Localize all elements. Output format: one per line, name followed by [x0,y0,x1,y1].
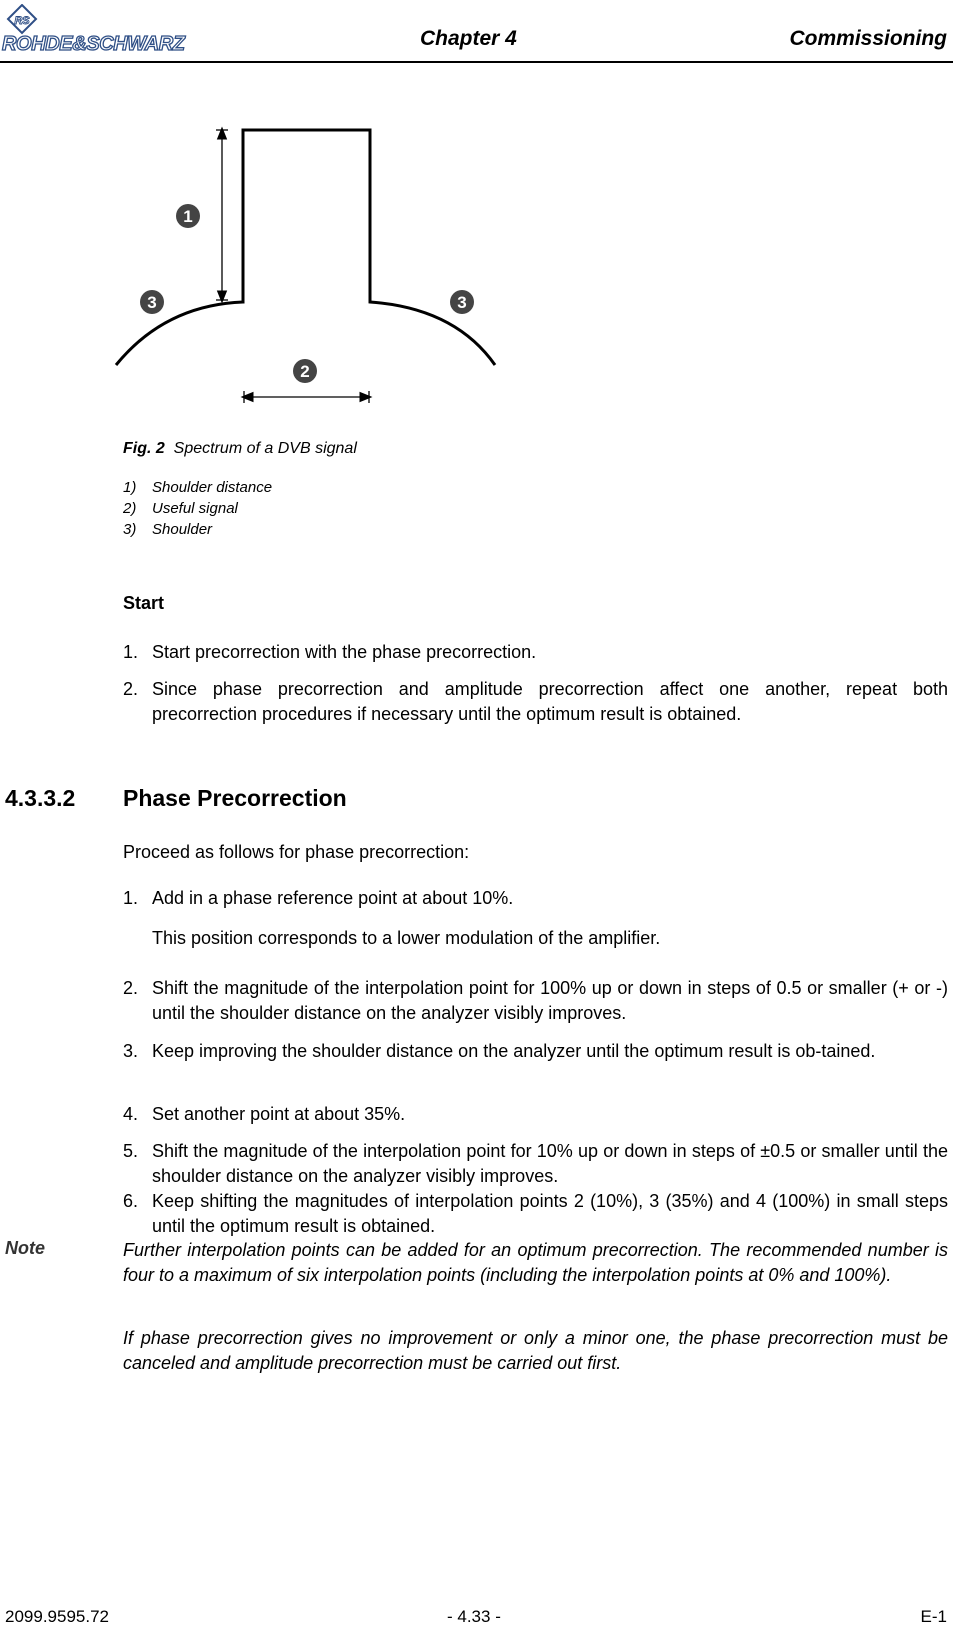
marker-2 [293,359,317,383]
footer-edition: E-1 [920,1607,947,1626]
legend-text: Useful signal [152,500,238,517]
step-subtext: This position corresponds to a lower modulation of the amplifier. [152,928,661,948]
footer-doc-number: 2099.9595.72 [5,1607,109,1626]
step-text: Since phase precorrection and amplitude precorrection affect one another, repeat both precorrection procedures if necessary until the optimum result is obtained. [152,679,948,724]
procedure-step [123,1039,948,1064]
procedure-step [123,976,948,1026]
step-text: Shift the magnitude of the interpolation point for 10% up or down in steps of ±0.5 or smaller until the shoulder distance on the analyzer visibly improves. [152,1141,948,1186]
note-paragraph: Further interpolation points can be added for an optimum precorrection. The recommended number is four to a maximum of six interpolation points (including the interpolation points at 0% and 100%). [123,1240,948,1285]
marker-1 [176,204,200,228]
procedure-step [123,1189,948,1239]
header-divider [0,61,953,63]
step-number: 1. [123,888,139,908]
legend-text: Shoulder [152,521,213,538]
shoulder-distance-arrow [216,130,228,300]
procedure-step [123,886,948,911]
step-text: Set another point at about 35%. [152,1104,406,1124]
marker-3-right [450,290,474,314]
figure-caption-text: Spectrum of a DVB signal [173,440,357,457]
legend-item [123,521,212,538]
start-step [123,640,948,665]
header-chapter: Chapter 4 [420,27,517,50]
legend-num: 3) [123,521,137,538]
legend-item [123,479,272,496]
step-text: Keep shifting the magnitudes of interpolation points 2 (10%), 3 (35%) and 4 (100%) in small steps until the optimum result is obtained. [152,1191,948,1236]
section-title: Phase Precorrection [123,785,347,811]
procedure-step [123,1102,948,1127]
header-section: Commissioning [789,27,947,50]
marker-3-right-label: 3 [457,293,467,312]
step-number: 3. [123,1041,139,1061]
marker-1-label: 1 [183,207,193,226]
rs-diamond-icon [2,4,42,36]
step-number: 1. [123,642,139,662]
logo-wordmark: ROHDE&SCHWARZ [2,33,185,55]
rohde-schwarz-logo [2,4,227,55]
procedure-step [123,1139,948,1189]
section-number: 4.3.3.2 [5,785,76,811]
step-number: 2. [123,679,139,699]
step-text: Start precorrection with the phase precorrection. [152,642,537,662]
footer-page-number: - 4.33 - [447,1607,501,1626]
legend-num: 1) [123,479,137,496]
section-intro: Proceed as follows for phase precorrection: [123,842,470,862]
start-step [123,677,948,727]
useful-signal-arrow [244,391,369,403]
note-paragraph: If phase precorrection gives no improvement or only a minor one, the phase precorrection must be canceled and amplitude precorrection must be carried out first. [123,1328,948,1373]
step-text: Keep improving the shoulder distance on the analyzer until the optimum result is ob-tained. [152,1041,876,1061]
start-heading: Start [123,593,165,613]
marker-2-label: 2 [300,362,310,381]
step-number: 6. [123,1191,139,1211]
dvb-spectrum-figure [110,120,530,430]
legend-item [123,500,238,517]
legend-num: 2) [123,500,137,517]
rs-monogram: RS [14,15,30,27]
spectrum-curve [116,130,495,365]
figure-caption [123,440,357,458]
marker-3-left-label: 3 [147,293,157,312]
step-number: 2. [123,978,139,998]
step-text: Add in a phase reference point at about 10%. [152,888,514,908]
step-text: Shift the magnitude of the interpolation point for 100% up or down in steps of 0.5 or smaller (+ or -) until the shoulder distance on the analyzer visibly improves. [152,978,948,1023]
marker-3-left [140,290,164,314]
note-label: Note [5,1238,45,1258]
figure-caption-label: Fig. 2 [123,440,165,457]
legend-text: Shoulder distance [152,479,273,496]
step-number: 5. [123,1141,139,1161]
step-number: 4. [123,1104,139,1124]
